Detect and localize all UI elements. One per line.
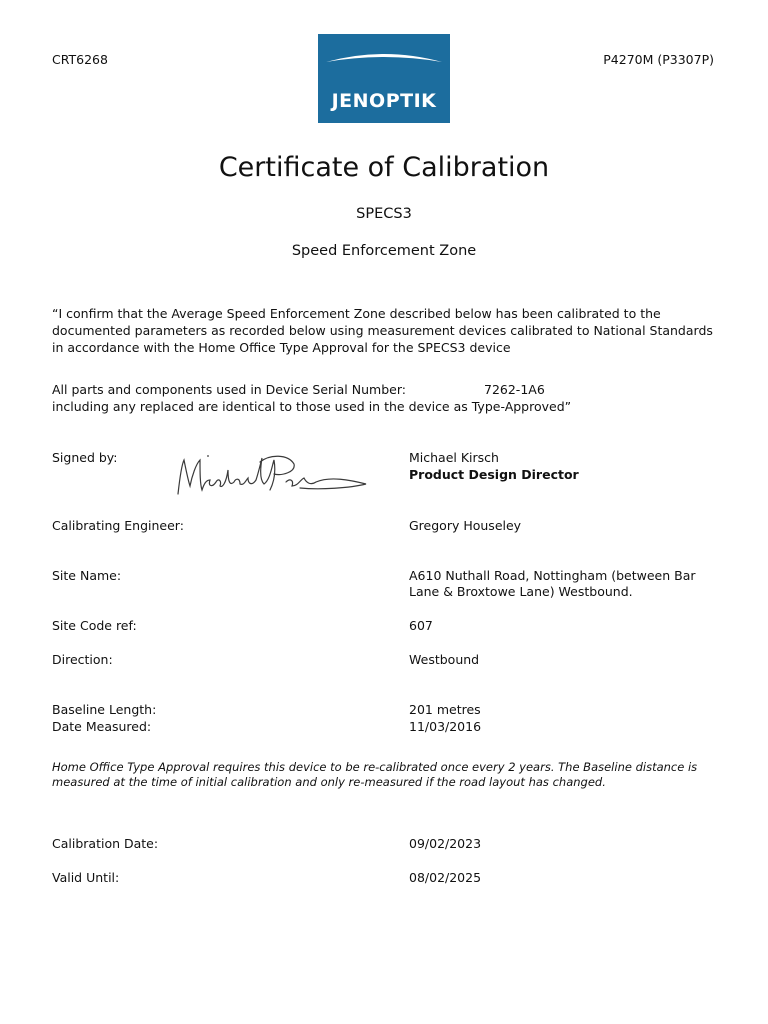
signed-by-label: Signed by: bbox=[52, 450, 118, 465]
calibration-date-label: Calibration Date: bbox=[52, 836, 159, 851]
jenoptik-logo bbox=[318, 34, 450, 123]
site-code-value: 607 bbox=[409, 618, 433, 633]
engineer-value: Gregory Houseley bbox=[409, 518, 522, 533]
device-name: SPECS3 bbox=[356, 206, 412, 222]
type-approval-note: Home Office Type Approval requires this device to be re-calibrated once every 2 years. The Baseline distance is measured at the time of initial calibration and only re-measured if the road layout has changed. bbox=[52, 760, 698, 789]
page-title: Certificate of Calibration bbox=[218, 152, 550, 183]
valid-until-label: Valid Until: bbox=[52, 870, 120, 885]
calibration-date-value: 09/02/2023 bbox=[409, 836, 482, 851]
serial-statement: including any replaced are identical to those used in the device as Type-Approved” bbox=[52, 399, 572, 414]
direction-value: Westbound bbox=[409, 652, 480, 667]
signature-image bbox=[160, 446, 375, 502]
signatory-name: Michael Kirsch bbox=[409, 450, 499, 465]
certificate-reference: CRT6268 bbox=[52, 52, 108, 67]
zone-type: Speed Enforcement Zone bbox=[291, 243, 477, 259]
engineer-label: Calibrating Engineer: bbox=[52, 518, 184, 533]
baseline-length-value: 201 metres bbox=[409, 702, 481, 717]
site-name-label: Site Name: bbox=[52, 568, 122, 583]
direction-label: Direction: bbox=[52, 652, 113, 667]
serial-value: 7262-1A6 bbox=[484, 382, 545, 397]
serial-label: All parts and components used in Device Serial Number: bbox=[52, 382, 406, 397]
valid-until-value: 08/02/2025 bbox=[409, 870, 482, 885]
site-name-value: A610 Nuthall Road, Nottingham (between Bar Lane & Broxtowe Lane) Westbound. bbox=[409, 568, 696, 599]
baseline-length-label: Baseline Length: bbox=[52, 702, 157, 717]
signatory-title: Product Design Director bbox=[409, 467, 579, 482]
site-code-label: Site Code ref: bbox=[52, 618, 137, 633]
declaration-text: “I confirm that the Average Speed Enforcement Zone described below has been calibrated to the documented parameters as recorded below using measurement devices calibrated to National Standards in accordance with the Home Office Type Approval for the SPECS3 device bbox=[52, 306, 713, 355]
date-measured-label: Date Measured: bbox=[52, 719, 152, 734]
product-reference: P4270M (P3307P) bbox=[603, 52, 714, 67]
date-measured-value: 11/03/2016 bbox=[409, 719, 482, 734]
logo-wordmark: JENOPTIK bbox=[331, 90, 437, 112]
